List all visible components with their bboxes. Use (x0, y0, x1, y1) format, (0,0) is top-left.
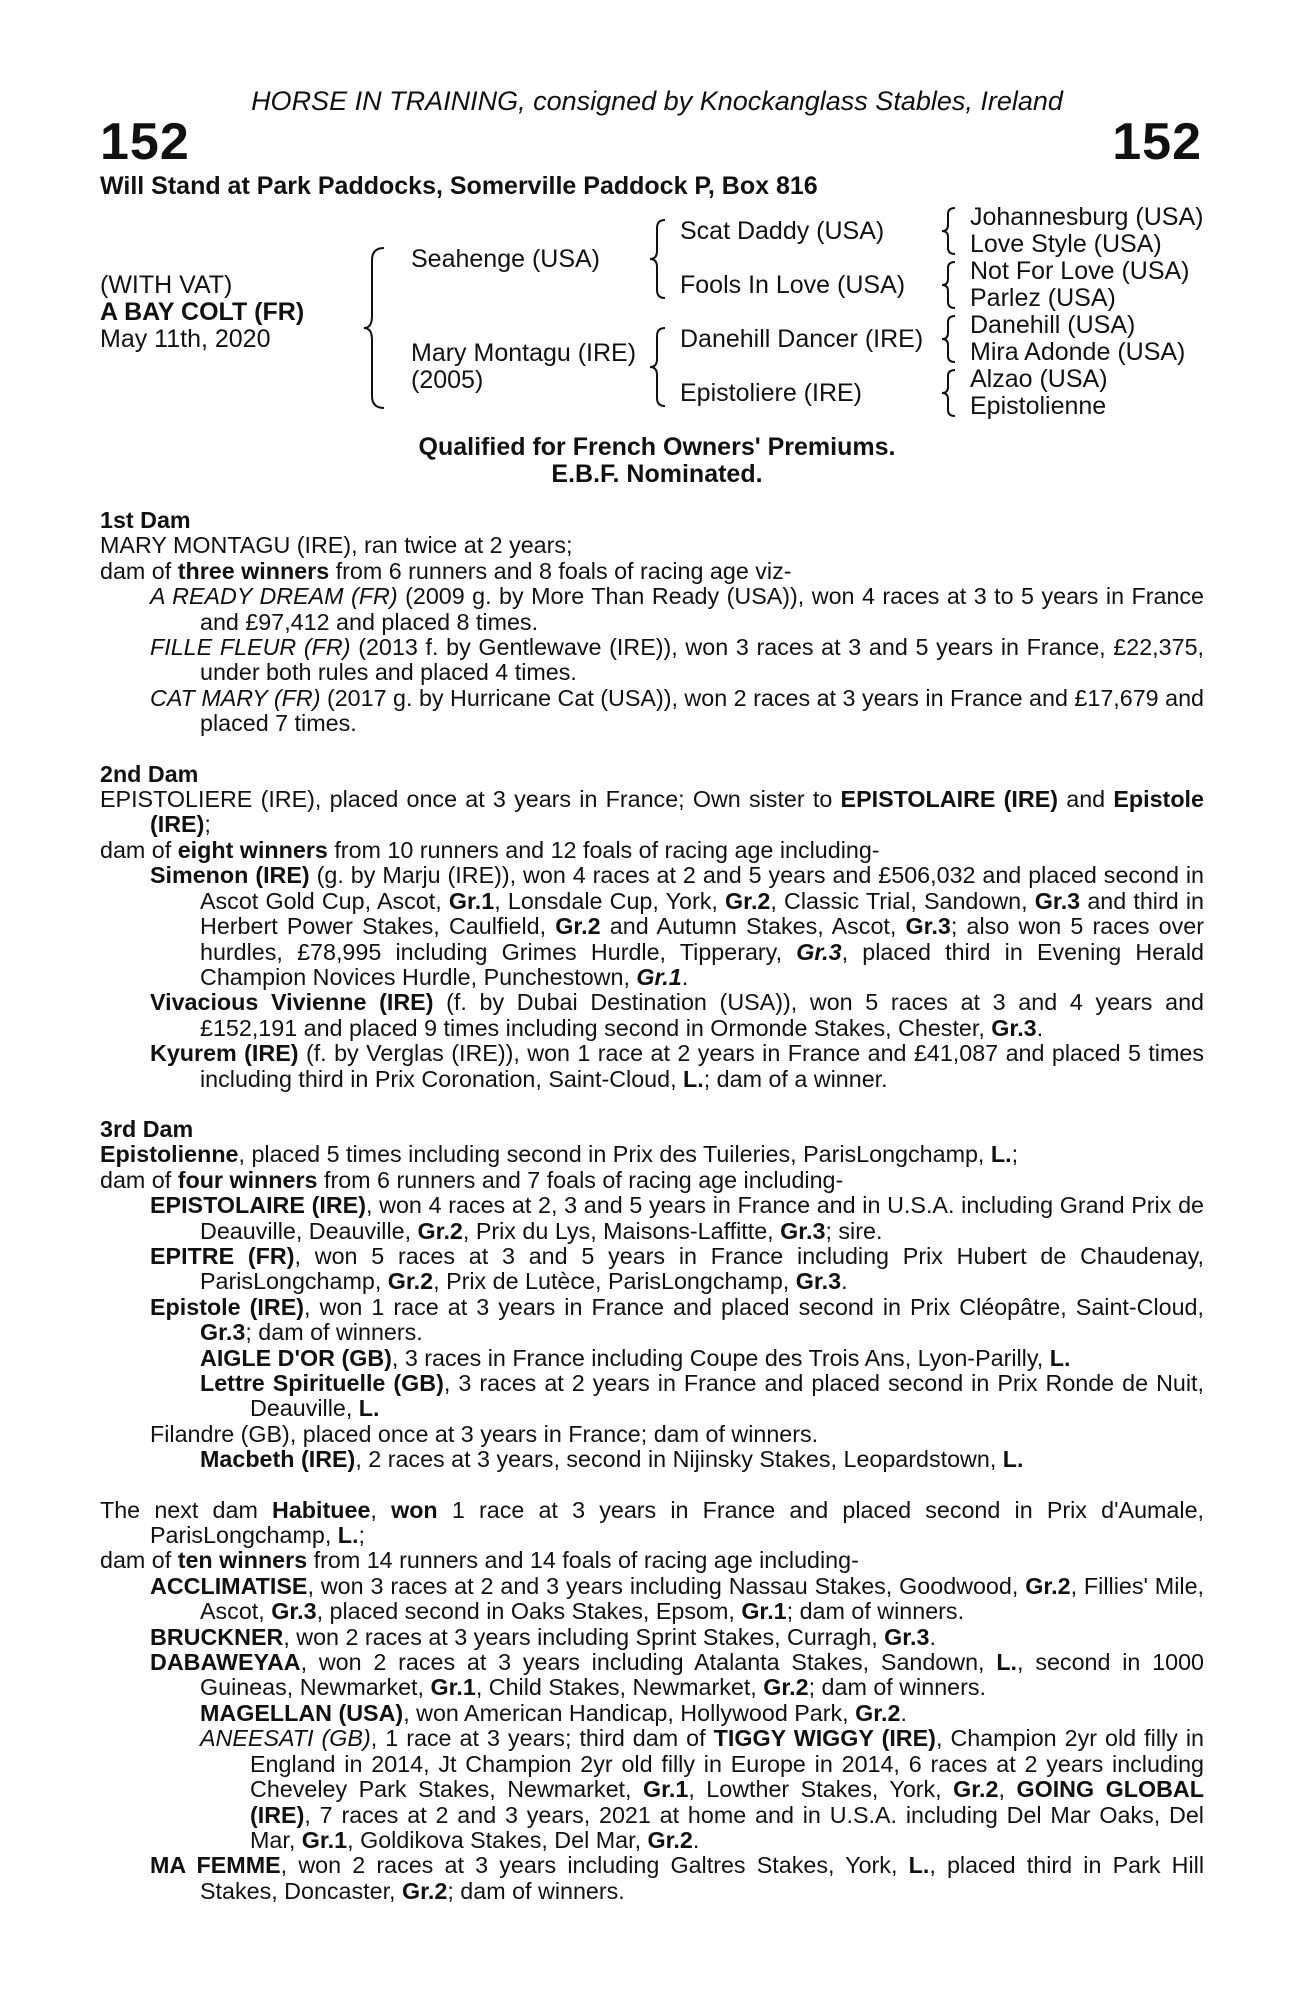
brace-g4 (940, 368, 958, 418)
produce-entry: EPISTOLAIRE (IRE), won 4 races at 2, 3 and 5 years in France and in U.S.A. including Grand Prix de Deauville, Deauville, Gr.2, Prix du Lys, Maisons-Laffitte, Gr.3; sire. (150, 1192, 1204, 1244)
produce-entry: ACCLIMATISE, won 3 races at 2 and 3 years including Nassau Stakes, Goodwood, Gr.2, Fillies' Mile, Ascot, Gr.3, placed second in Oaks Stakes, Epsom, Gr.1; dam of winners. (150, 1572, 1204, 1625)
sire-sire: Scat Daddy (USA) (680, 217, 885, 245)
dam-line: MARY MONTAGU (IRE), ran twice at 2 years; (100, 532, 573, 559)
produce-entry: Kyurem (IRE) (f. by Verglas (IRE)), won 1 race at 2 years in France and £41,087 and placed 5 times including third in Prix Coronation, Saint-Cloud, L.; dam of a winner. (150, 1040, 1204, 1092)
brace-g2 (940, 260, 958, 310)
sire-name: Seahenge (USA) (411, 245, 601, 273)
produce-entry: Filandre (GB), placed once at 3 years in France; dam of winners. (150, 1420, 819, 1447)
produce-entry: Vivacious Vivienne (IRE) (f. by Dubai Destination (USA)), won 5 races at 3 and 4 years and £152,191 and placed 9 times including second in Ormonde Stakes, Chester, Gr.3. (150, 989, 1204, 1041)
brace-dam-parents (648, 326, 668, 408)
next-dam-line: The next dam Habituee, won 1 race at 3 years in France and placed second in Prix d'Aumale, ParisLongchamp, L.; (100, 1496, 1204, 1549)
dam-produce-line: dam of three winners from 6 runners and 8 foals of racing age viz- (100, 557, 792, 584)
produce-entry: EPITRE (FR), won 5 races at 3 and 5 years in France including Prix Hubert de Chaudenay, ParisLongchamp, Gr.2, Prix de Lutèce, ParisLongchamp, Gr.3. (150, 1242, 1204, 1295)
dam-dam: Epistoliere (IRE) (680, 379, 862, 407)
dam-name: Mary Montagu (IRE) (411, 339, 637, 367)
brace-sire-dam (362, 246, 388, 410)
produce-entry: MAGELLAN (USA), won American Handicap, Hollywood Park, Gr.2. (200, 1699, 907, 1726)
produce-entry: A READY DREAM (FR) (2009 g. by More Than Ready (USA)), won 4 races at 3 to 5 years in France and £97,412 and placed 8 times. (150, 583, 1205, 635)
section-title-2nd-dam: 2nd Dam (100, 760, 199, 787)
grand-4: Parlez (USA) (970, 284, 1116, 312)
qualification-line: Qualified for French Owners' Premiums. (418, 433, 896, 461)
sire-dam: Fools In Love (USA) (680, 271, 906, 299)
brace-sire-parents (648, 218, 668, 300)
produce-entry: MA FEMME, won 2 races at 3 years including Galtres Stakes, York, L., placed third in Park Hill Stakes, Doncaster, Gr.2; dam of winners. (150, 1852, 1204, 1904)
dam-year: (2005) (411, 366, 484, 394)
grand-8: Epistolienne (970, 392, 1107, 420)
produce-entry: DABAWEYAA, won 2 races at 3 years including Atalanta Stakes, Sandown, L., second in 1000 Guineas, Newmarket, Gr.1, Child Stakes, Newmarket, Gr.2; dam of winners. (150, 1649, 1204, 1701)
grand-7: Alzao (USA) (970, 365, 1108, 393)
produce-entry: AIGLE D'OR (GB), 3 races in France including Coupe des Trois Ans, Lyon-Parilly, L. (200, 1344, 1071, 1371)
produce-entry: Lettre Spirituelle (GB), 3 races at 2 years in France and placed second in Prix Ronde de Nuit, Deauville, L. (200, 1370, 1205, 1422)
pedigree-notes (100, 508, 1204, 1904)
dam-sire: Danehill Dancer (IRE) (680, 325, 924, 353)
dam-line: Epistolienne, placed 5 times including second in Prix des Tuileries, ParisLongchamp, L.; (100, 1141, 1019, 1168)
brace-g1 (940, 206, 958, 256)
grand-2: Love Style (USA) (970, 230, 1162, 258)
catalogue-header: HORSE IN TRAINING, consigned by Knockanglass Stables, Ireland (251, 86, 1063, 116)
grand-3: Not For Love (USA) (970, 257, 1190, 285)
grand-6: Mira Adonde (USA) (970, 338, 1186, 366)
foaling-date: May 11th, 2020 (100, 325, 271, 353)
section-title-1st-dam: 1st Dam (100, 507, 191, 533)
dam-line: EPISTOLIERE (IRE), placed once at 3 years in France; Own sister to EPISTOLAIRE (IRE) and Epistole (IRE); (100, 786, 1204, 838)
produce-entry: FILLE FLEUR (FR) (2013 f. by Gentlewave (IRE)), won 3 races at 3 and 5 years in France, £22,375, under both rules and placed 4 times. (150, 634, 1204, 686)
produce-entry: Macbeth (IRE), 2 races at 3 years, second in Nijinsky Stakes, Leopardstown, L. (200, 1446, 1024, 1473)
vat-label: (WITH VAT) (100, 271, 233, 299)
grand-5: Danehill (USA) (970, 311, 1136, 339)
dam-produce-line: dam of ten winners from 14 runners and 14 foals of racing age including- (100, 1547, 859, 1574)
qualifications (0, 434, 1314, 488)
produce-entry: BRUCKNER, won 2 races at 3 years including Sprint Stakes, Curragh, Gr.3. (150, 1623, 936, 1650)
horse-description: A BAY COLT (FR) (100, 298, 305, 326)
lot-number-left: 152 (100, 113, 190, 171)
produce-entry: CAT MARY (FR) (2017 g. by Hurricane Cat (USA)), won 2 races at 3 years in France and £17,679 and placed 7 times. (150, 684, 1204, 737)
dam-produce-line: dam of eight winners from 10 runners and 12 foals of racing age including- (100, 836, 880, 863)
section-title-3rd-dam: 3rd Dam (100, 1115, 194, 1142)
dam-produce-line: dam of four winners from 6 runners and 7 foals of racing age including- (100, 1166, 844, 1193)
produce-entry: Simenon (IRE) (g. by Marju (IRE)), won 4 races at 2 and 5 years and £506,032 and placed second in Ascot Gold Cup, Ascot, Gr.1, Lonsdale Cup, York, Gr.2, Classic Trial, Sandown, Gr.3 and third in Herbert Power Stakes, Caulfield, Gr.2 and Autumn Stakes, Ascot, Gr.3; also won 5 races over hurdles, £78,995 including Grimes Hurdle, Tipperary, Gr.3, placed third in Evening Herald Champion Novices Hurdle, Punchestown, Gr.1. (150, 862, 1205, 990)
grand-1: Johannesburg (USA) (970, 203, 1204, 231)
stand-location: Will Stand at Park Paddocks, Somerville Paddock P, Box 816 (100, 172, 818, 200)
produce-entry: ANEESATI (GB), 1 race at 3 years; third dam of TIGGY WIGGY (IRE), Champion 2yr old filly in England in 2014, Jt Champion 2yr old filly in Europe in 2014, 6 races at 2 years including Cheveley Park Stakes, Newmarket, Gr.1, Lowther Stakes, York, Gr.2, GOING GLOBAL (IRE), 7 races at 2 and 3 years, 2021 at home and in U.S.A. including Del Mar Oaks, Del Mar, Gr.1, Goldikova Stakes, Del Mar, Gr.2. (200, 1725, 1204, 1853)
qualification-line: E.B.F. Nominated. (551, 460, 763, 488)
brace-g3 (940, 314, 958, 364)
lot-number-right: 152 (1112, 113, 1202, 171)
produce-entry: Epistole (IRE), won 1 race at 3 years in France and placed second in Prix Cléopâtre, Saint-Cloud, Gr.3; dam of winners. (150, 1293, 1204, 1346)
